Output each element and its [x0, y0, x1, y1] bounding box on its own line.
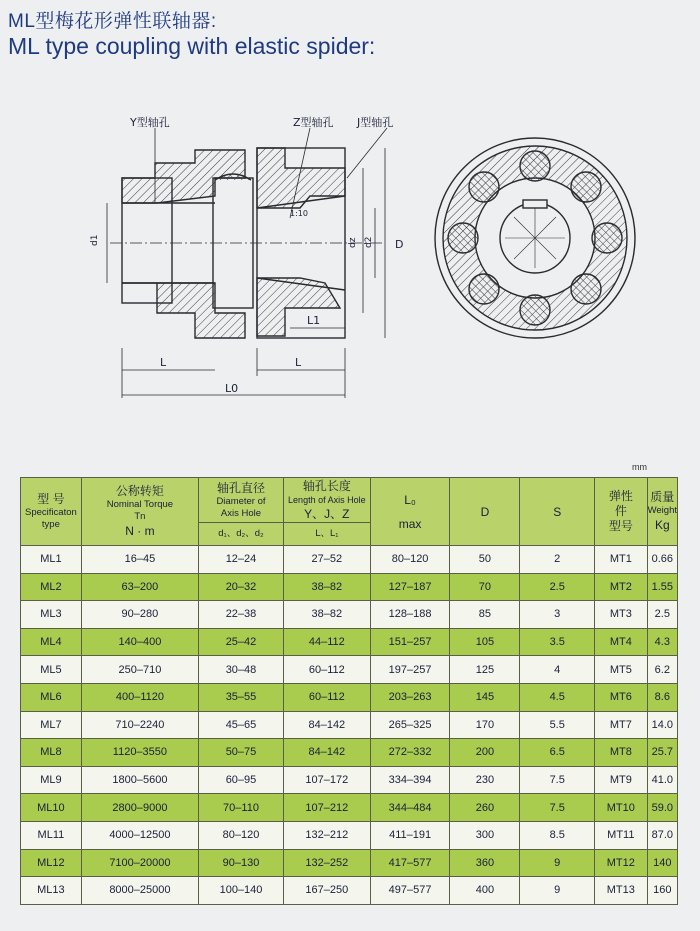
cell-d: 70: [450, 573, 520, 601]
cell-weight: 2.5: [647, 601, 677, 629]
cell-type: ML8: [21, 739, 82, 767]
header-weight: 质量 Weight Kg: [647, 478, 677, 546]
cell-d: 85: [450, 601, 520, 629]
cell-spider: MT10: [595, 794, 648, 822]
cell-torque: 90–280: [81, 601, 198, 629]
cell-type: ML3: [21, 601, 82, 629]
cell-spider: MT7: [595, 711, 648, 739]
cell-length: 84–142: [283, 711, 370, 739]
cell-s: 4: [520, 656, 595, 684]
cell-diameter: 60–95: [199, 766, 284, 794]
cell-s: 2.5: [520, 573, 595, 601]
table-row: [21, 711, 678, 739]
table-row: [21, 601, 678, 629]
header-spider: 弹性 件 型号: [595, 478, 648, 546]
cell-diameter: 30–48: [199, 656, 284, 684]
table-row: [21, 821, 678, 849]
cell-s: 4.5: [520, 683, 595, 711]
label-j-hole: J型轴孔: [357, 116, 394, 129]
table-row: [21, 766, 678, 794]
label-dz: dz: [348, 237, 358, 248]
cell-diameter: 12–24: [199, 546, 284, 574]
cell-weight: 14.0: [647, 711, 677, 739]
cell-l0: 497–577: [370, 877, 450, 905]
cell-weight: 6.2: [647, 656, 677, 684]
cell-l0: 272–332: [370, 739, 450, 767]
cell-weight: 0.66: [647, 546, 677, 574]
cell-spider: MT5: [595, 656, 648, 684]
cell-torque: 7100–20000: [81, 849, 198, 877]
header-s: S: [520, 478, 595, 546]
header-type: 型 号 Specificaton type: [21, 478, 82, 546]
cell-weight: 140: [647, 849, 677, 877]
side-section-view: [107, 128, 387, 398]
cell-l0: 265–325: [370, 711, 450, 739]
cell-spider: MT9: [595, 766, 648, 794]
table-row: [21, 794, 678, 822]
header-length: 轴孔长度 Length of Axis Hole Y、J、Z: [283, 478, 370, 523]
cell-l0: 197–257: [370, 656, 450, 684]
coupling-technical-drawing: [85, 108, 645, 408]
cell-spider: MT6: [595, 683, 648, 711]
cell-torque: 140–400: [81, 628, 198, 656]
cell-d: 200: [450, 739, 520, 767]
cell-l0: 344–484: [370, 794, 450, 822]
cell-weight: 8.6: [647, 683, 677, 711]
cell-type: ML6: [21, 683, 82, 711]
cell-d: 170: [450, 711, 520, 739]
table-row: [21, 546, 678, 574]
cell-l0: 128–188: [370, 601, 450, 629]
cell-l0: 417–577: [370, 849, 450, 877]
cell-s: 5.5: [520, 711, 595, 739]
cell-s: 9: [520, 849, 595, 877]
cell-weight: 25.7: [647, 739, 677, 767]
label-L1: L1: [307, 314, 321, 327]
cell-torque: 63–200: [81, 573, 198, 601]
cell-torque: 8000–25000: [81, 877, 198, 905]
table-header-row: [21, 478, 678, 523]
cell-s: 3: [520, 601, 595, 629]
cell-torque: 2800–9000: [81, 794, 198, 822]
specification-table: [20, 477, 678, 905]
table-row: [21, 628, 678, 656]
cell-weight: 4.3: [647, 628, 677, 656]
cell-length: 132–252: [283, 849, 370, 877]
cell-l0: 127–187: [370, 573, 450, 601]
cell-torque: 1800–5600: [81, 766, 198, 794]
cell-length: 38–82: [283, 601, 370, 629]
unit-label: mm: [632, 462, 647, 472]
cell-s: 7.5: [520, 794, 595, 822]
label-d1: d1: [90, 234, 100, 246]
cell-l0: 411–191: [370, 821, 450, 849]
cell-d: 105: [450, 628, 520, 656]
cell-diameter: 50–75: [199, 739, 284, 767]
cell-torque: 250–710: [81, 656, 198, 684]
cell-spider: MT11: [595, 821, 648, 849]
front-view: [435, 138, 635, 338]
cell-weight: 1.55: [647, 573, 677, 601]
label-d2: d2: [364, 236, 374, 248]
cell-d: 300: [450, 821, 520, 849]
cell-length: 132–212: [283, 821, 370, 849]
cell-l0: 334–394: [370, 766, 450, 794]
cell-length: 60–112: [283, 656, 370, 684]
cell-d: 50: [450, 546, 520, 574]
cell-spider: MT12: [595, 849, 648, 877]
cell-weight: 41.0: [647, 766, 677, 794]
table-row: [21, 683, 678, 711]
cell-diameter: 70–110: [199, 794, 284, 822]
cell-l0: 203–263: [370, 683, 450, 711]
cell-s: 3.5: [520, 628, 595, 656]
header-diameter: 轴孔直径 Diameter of Axis Hole: [199, 478, 284, 523]
cell-s: 2: [520, 546, 595, 574]
table-row: [21, 656, 678, 684]
cell-d: 260: [450, 794, 520, 822]
label-L-right: L: [295, 356, 302, 369]
label-z-hole: Z型轴孔: [293, 116, 334, 129]
cell-type: ML5: [21, 656, 82, 684]
label-y-hole: Y型轴孔: [130, 116, 170, 129]
cell-torque: 1120–3550: [81, 739, 198, 767]
cell-s: 9: [520, 877, 595, 905]
cell-spider: MT2: [595, 573, 648, 601]
cell-spider: MT13: [595, 877, 648, 905]
cell-type: ML2: [21, 573, 82, 601]
cell-torque: 16–45: [81, 546, 198, 574]
table-row: [21, 877, 678, 905]
cell-diameter: 35–55: [199, 683, 284, 711]
cell-length: 27–52: [283, 546, 370, 574]
cell-type: ML13: [21, 877, 82, 905]
cell-diameter: 80–120: [199, 821, 284, 849]
cell-length: 84–142: [283, 739, 370, 767]
cell-s: 7.5: [520, 766, 595, 794]
page-title-cn: ML型梅花形弹性联轴器:: [8, 11, 217, 32]
label-L-left: L: [160, 356, 167, 369]
cell-spider: MT8: [595, 739, 648, 767]
cell-spider: MT1: [595, 546, 648, 574]
cell-length: 38–82: [283, 573, 370, 601]
page-title-en: ML type coupling with elastic spider:: [8, 33, 376, 59]
cell-spider: MT3: [595, 601, 648, 629]
label-D: D: [395, 238, 404, 251]
cell-spider: MT4: [595, 628, 648, 656]
cell-diameter: 25–42: [199, 628, 284, 656]
cell-s: 8.5: [520, 821, 595, 849]
label-L0: L0: [225, 382, 239, 395]
cell-type: ML12: [21, 849, 82, 877]
cell-length: 60–112: [283, 683, 370, 711]
cell-s: 6.5: [520, 739, 595, 767]
cell-d: 145: [450, 683, 520, 711]
table-row: [21, 849, 678, 877]
cell-type: ML4: [21, 628, 82, 656]
cell-weight: 59.0: [647, 794, 677, 822]
cell-diameter: 20–32: [199, 573, 284, 601]
cell-torque: 4000–12500: [81, 821, 198, 849]
header-torque: 公称转矩 Nominal Torque Tn N · m: [81, 478, 198, 546]
header-diameter-sub: d₁、d₂、d₂: [199, 523, 284, 546]
cell-torque: 400–1120: [81, 683, 198, 711]
cell-length: 107–212: [283, 794, 370, 822]
cell-diameter: 90–130: [199, 849, 284, 877]
cell-d: 400: [450, 877, 520, 905]
cell-length: 44–112: [283, 628, 370, 656]
cell-type: ML10: [21, 794, 82, 822]
header-l0: L₀ max: [370, 478, 450, 546]
cell-d: 230: [450, 766, 520, 794]
cell-torque: 710–2240: [81, 711, 198, 739]
cell-diameter: 22–38: [199, 601, 284, 629]
cell-length: 167–250: [283, 877, 370, 905]
cell-type: ML9: [21, 766, 82, 794]
header-length-sub: L、L₁: [283, 523, 370, 546]
cell-l0: 151–257: [370, 628, 450, 656]
cell-weight: 87.0: [647, 821, 677, 849]
cell-type: ML11: [21, 821, 82, 849]
cell-type: ML7: [21, 711, 82, 739]
header-d: D: [450, 478, 520, 546]
cell-weight: 160: [647, 877, 677, 905]
table-body: [21, 546, 678, 905]
cell-type: ML1: [21, 546, 82, 574]
cell-l0: 80–120: [370, 546, 450, 574]
label-taper: 1:10: [290, 209, 308, 218]
cell-diameter: 100–140: [199, 877, 284, 905]
cell-d: 125: [450, 656, 520, 684]
table-row: [21, 739, 678, 767]
cell-d: 360: [450, 849, 520, 877]
cell-length: 107–172: [283, 766, 370, 794]
cell-diameter: 45–65: [199, 711, 284, 739]
table-row: [21, 573, 678, 601]
